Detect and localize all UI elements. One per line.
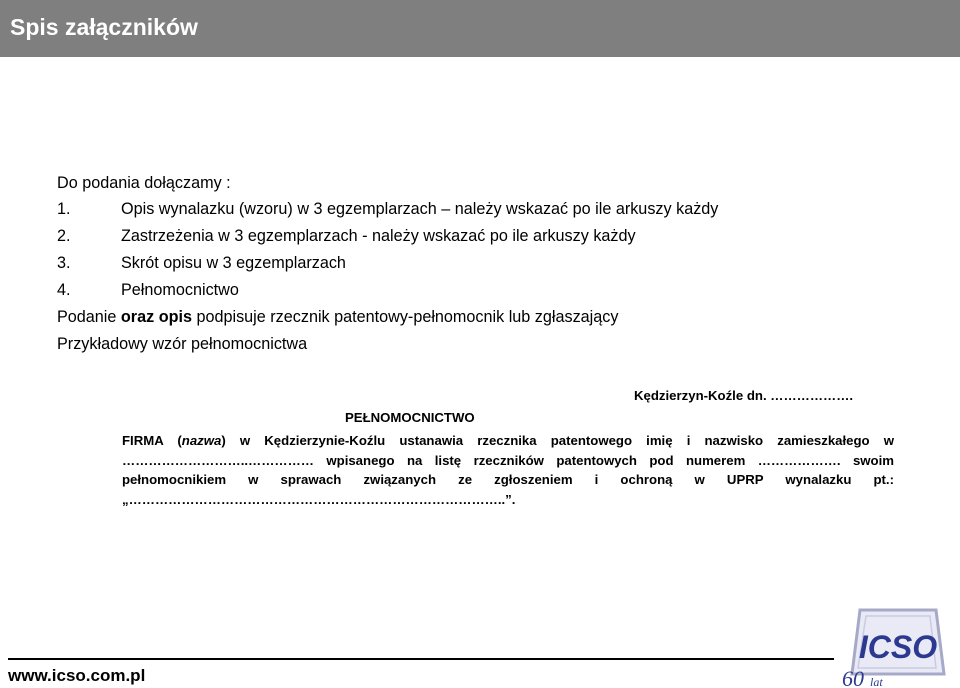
list-item xyxy=(57,281,239,300)
form-line-4: „…………………………………………………………………………..”. xyxy=(122,492,516,507)
list-item-text: Pełnomocnictwo xyxy=(121,281,239,299)
list-item xyxy=(57,200,718,219)
logo-text: ICSO xyxy=(858,629,938,665)
footer-url: www.icso.com.pl xyxy=(8,666,146,685)
form-line-1-italic: nazwa xyxy=(181,433,222,448)
form-line-1 xyxy=(122,433,894,448)
logo-suffix: lat xyxy=(870,675,883,688)
form-title: PEŁNOMOCNICTWO xyxy=(345,410,475,425)
form-line-3: pełnomocnikiem w sprawach związanych ze zgłoszeniem i ochroną w UPRP wynalazku pt.: xyxy=(122,472,894,487)
place-date: Kędzierzyn-Koźle dn. ………………. xyxy=(634,388,854,403)
form-line-1-a: FIRMA ( xyxy=(122,433,182,448)
list-item-text: Skrót opisu w 3 egzemplarzach xyxy=(121,254,346,272)
list-item-number: 1. xyxy=(57,200,71,218)
list-item xyxy=(57,227,636,246)
list-item-text: Zastrzeżenia w 3 egzemplarzach - należy wskazać po ile arkuszy każdy xyxy=(121,227,636,245)
title-bar xyxy=(0,0,960,57)
signature-note-bold: oraz opis xyxy=(120,308,192,326)
signature-note xyxy=(57,308,618,327)
signature-note-prefix: Podanie xyxy=(57,308,121,326)
form-line-1-b: ) w Kędzierzynie-Koźlu ustanawia rzecznika patentowego imię i nazwisko zamieszkałego w xyxy=(221,433,894,448)
form-line-2: ………………………..…………… wpisanego na listę rzeczników patentowych pod numerem ………………. swoim xyxy=(122,453,894,468)
footer-divider xyxy=(8,658,834,660)
list-item-text: Opis wynalazku (wzoru) w 3 egzemplarzach – należy wskazać po ile arkuszy każdy xyxy=(121,200,719,218)
list-item xyxy=(57,254,346,273)
list-item-number: 2. xyxy=(57,227,71,245)
example-label: Przykładowy wzór pełnomocnictwa xyxy=(57,335,308,353)
page-title: Spis załączników xyxy=(10,14,198,40)
list-item-number: 4. xyxy=(57,281,71,299)
signature-note-suffix: podpisuje rzecznik patentowy-pełnomocnik lub zgłaszający xyxy=(191,308,619,326)
logo-years: 60 xyxy=(842,666,864,688)
attachments-heading: Do podania dołączamy : xyxy=(57,174,231,192)
list-item-number: 3. xyxy=(57,254,71,272)
icso-logo xyxy=(836,604,948,688)
